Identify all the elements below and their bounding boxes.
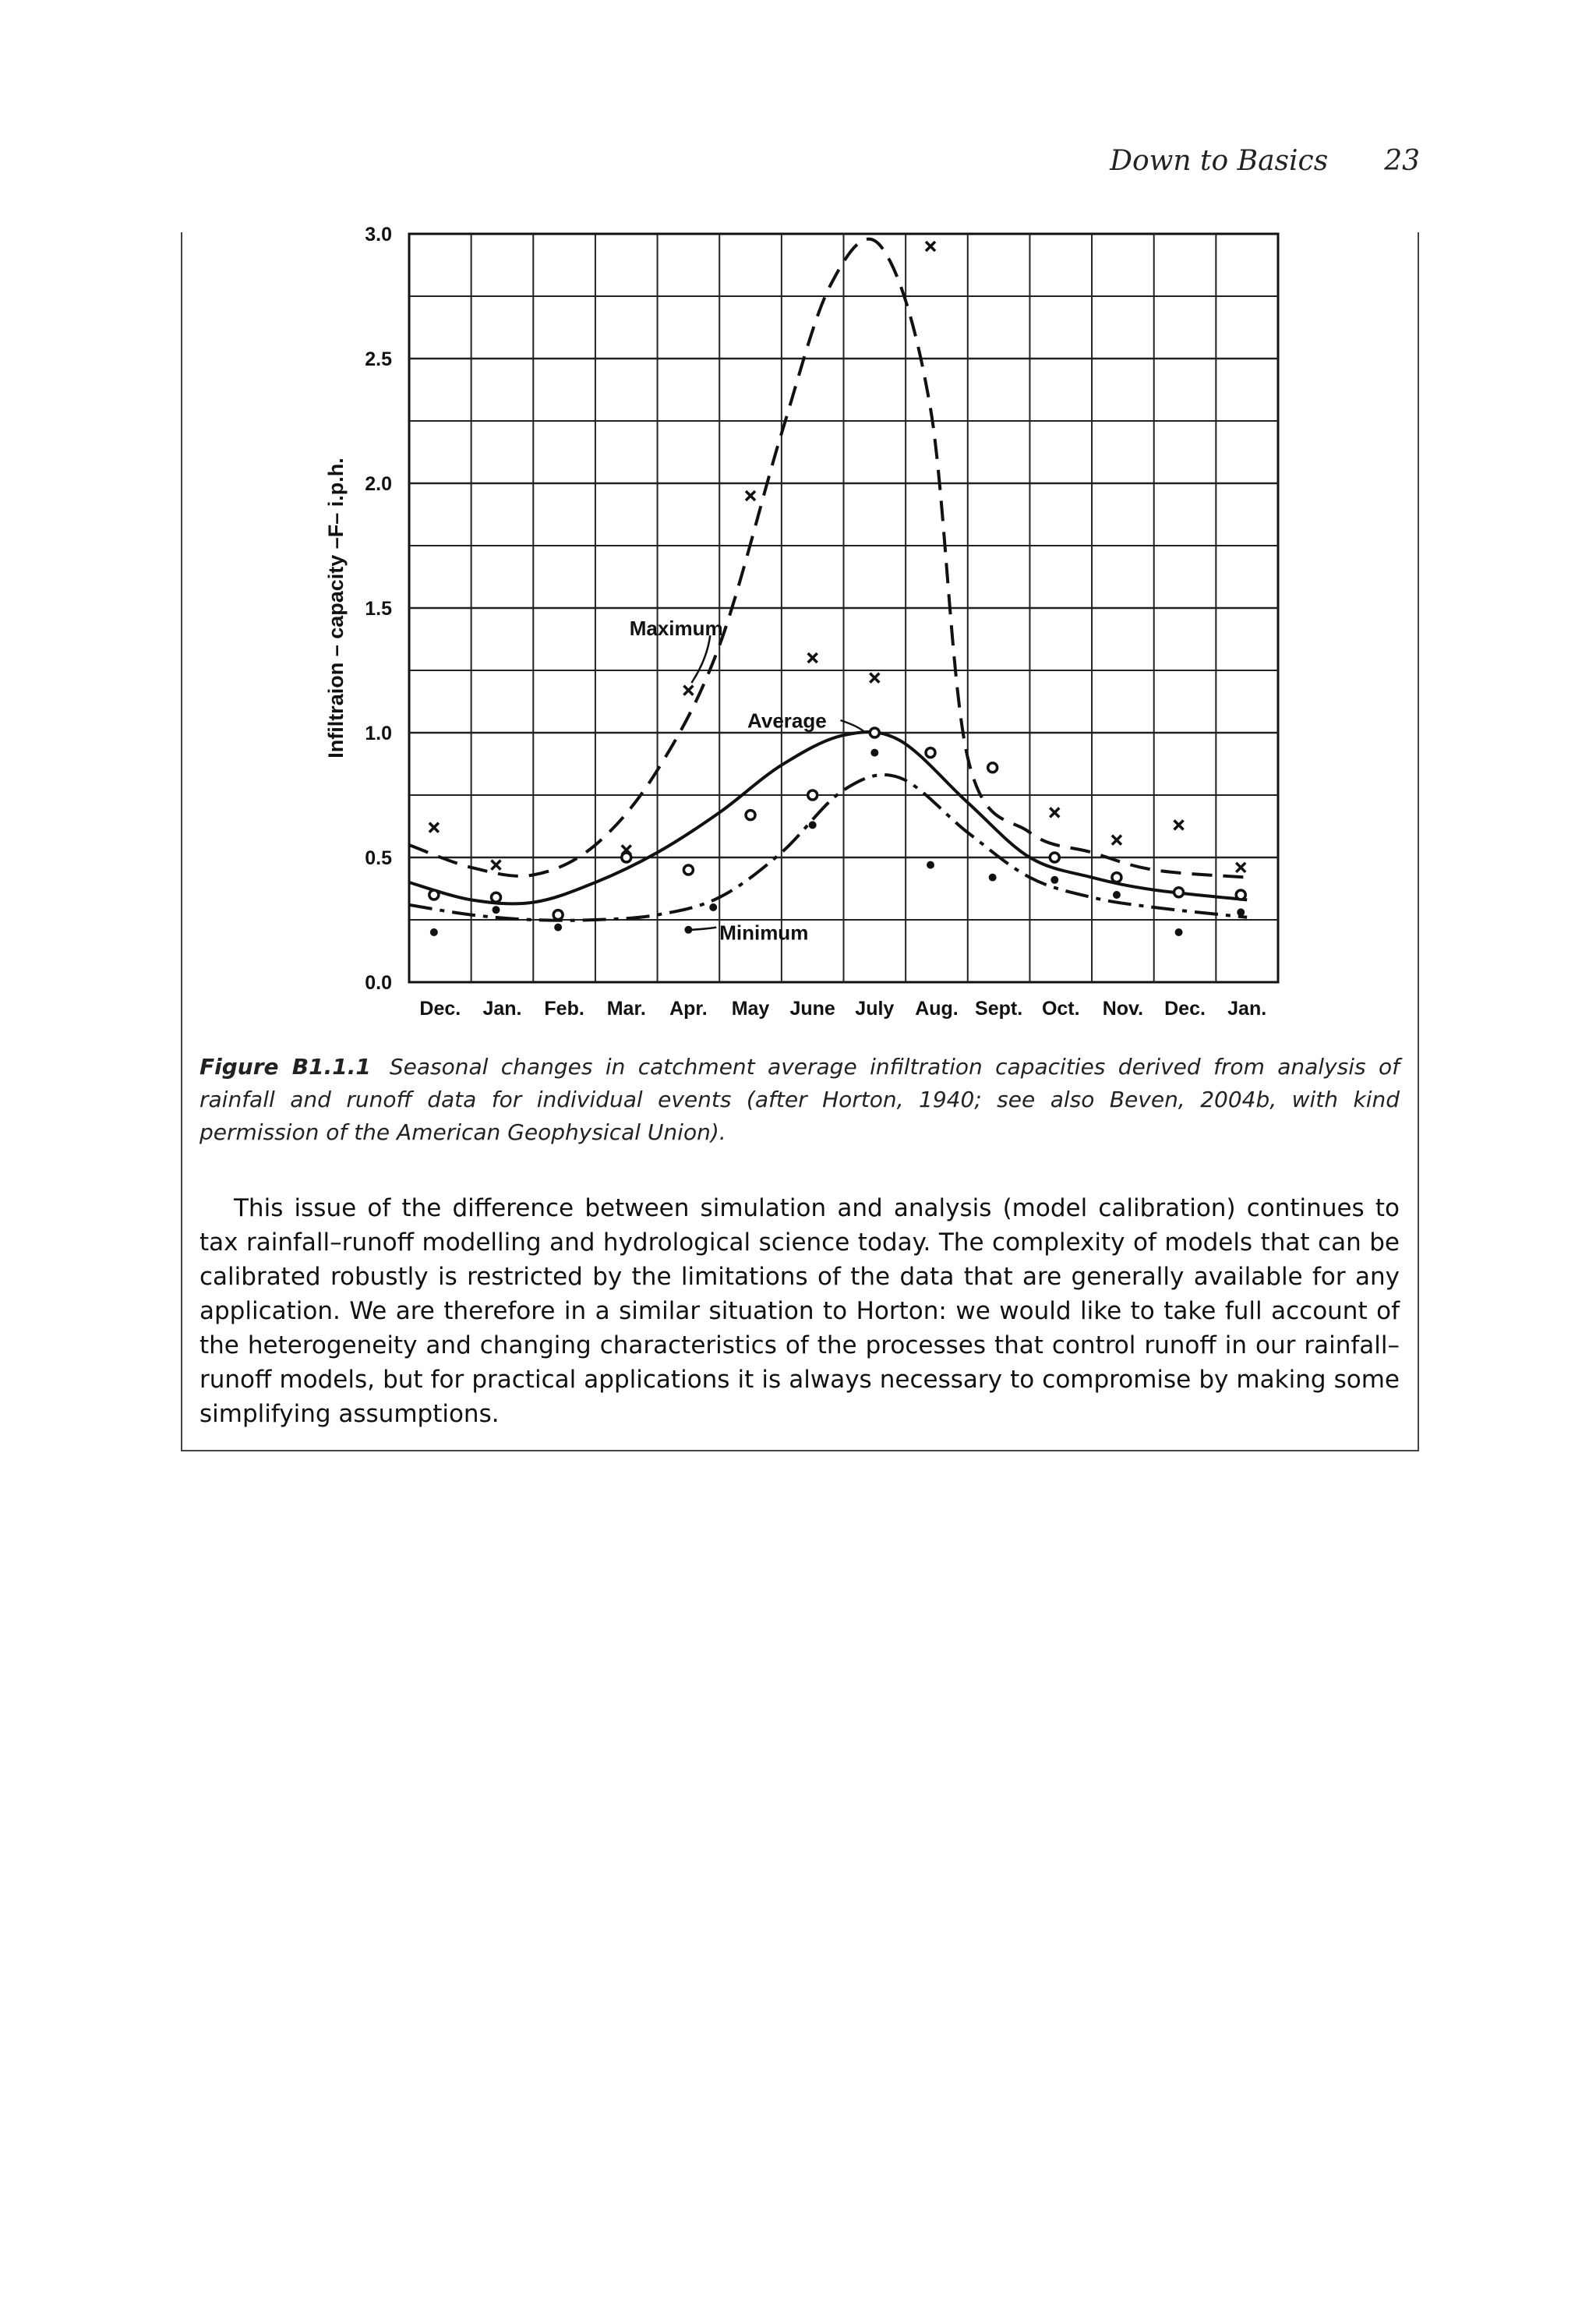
- point-average: [492, 893, 501, 902]
- annotation-average: Average: [747, 709, 827, 733]
- infiltration-chart: [312, 210, 1294, 1037]
- annotation-maximum: Maximum: [629, 617, 723, 641]
- page-header: [1110, 145, 1420, 177]
- x-tick-label: June: [789, 998, 835, 1020]
- x-tick-label: Mar.: [606, 998, 646, 1020]
- point-maximum: [1112, 836, 1121, 845]
- point-maximum: [1174, 820, 1184, 829]
- y-tick-label: 0.5: [365, 847, 392, 869]
- x-tick-label: July: [855, 998, 895, 1020]
- annotation-leader: [691, 635, 710, 683]
- point-minimum: [1113, 891, 1121, 899]
- point-maximum: [1236, 863, 1245, 872]
- chart-annotations: [630, 617, 866, 944]
- point-minimum: [870, 749, 878, 757]
- body-paragraph: This issue of the difference between simulation and analysis (model calibration) continues to tax rainfall–runoff modelling and hydrological science today. The complexity of models that can be calibrated robustly is restricted by the limitations of the data that are generally available for any application. We are therefore in a similar situation to Horton: we would like to take full account of the heterogeneity and changing characteristics of the processes that control runoff in our rainfall–runoff models, but for practical applications it is always necessary to compromise by making some simplifying assumptions.: [200, 1194, 1400, 1428]
- y-tick-label: 3.0: [365, 224, 392, 246]
- point-minimum: [1175, 928, 1183, 936]
- figure-label: Figure B1.1.1: [200, 1054, 371, 1080]
- point-average: [870, 728, 879, 737]
- series-line-minimum: [409, 775, 1247, 921]
- page-number: 23: [1384, 145, 1420, 177]
- point-minimum: [989, 874, 997, 882]
- y-tick-label: 1.5: [365, 598, 392, 620]
- y-tick-label: 0.0: [365, 972, 392, 994]
- point-minimum: [1050, 876, 1058, 884]
- point-maximum: [808, 653, 817, 663]
- point-maximum: [926, 242, 935, 251]
- point-average: [746, 811, 755, 820]
- point-minimum: [430, 928, 438, 936]
- point-minimum: [684, 926, 692, 934]
- point-average: [622, 853, 631, 862]
- point-maximum: [1050, 808, 1059, 817]
- y-axis-label: Infiltraion – capacity –F– i.p.h.: [324, 458, 348, 758]
- annotation-leader: [691, 928, 716, 930]
- point-average: [429, 890, 439, 900]
- x-tick-label: Jan.: [482, 998, 522, 1020]
- point-maximum: [429, 823, 439, 833]
- x-tick-label: Sept.: [975, 998, 1023, 1020]
- x-tick-label: Dec.: [419, 998, 461, 1020]
- x-tick-label: Jan.: [1227, 998, 1267, 1020]
- y-tick-label: 2.0: [365, 473, 392, 495]
- x-tick-label: Apr.: [669, 998, 708, 1020]
- point-average: [1112, 873, 1121, 882]
- point-average: [553, 910, 563, 920]
- point-maximum: [683, 686, 693, 695]
- running-title: Down to Basics: [1110, 145, 1329, 177]
- x-tick-label: Dec.: [1164, 998, 1206, 1020]
- point-maximum: [492, 861, 501, 870]
- point-maximum: [870, 673, 879, 683]
- point-average: [1174, 888, 1184, 897]
- x-tick-label: Aug.: [915, 998, 959, 1020]
- point-average: [1050, 853, 1059, 862]
- point-minimum: [554, 924, 562, 931]
- point-maximum: [746, 491, 755, 500]
- point-average: [683, 865, 693, 875]
- x-tick-label: Nov.: [1102, 998, 1144, 1020]
- y-tick-label: 1.0: [365, 723, 392, 744]
- point-average: [988, 763, 998, 772]
- figure-caption: [200, 1051, 1400, 1149]
- series-line-maximum: [409, 239, 1247, 878]
- point-minimum: [927, 861, 934, 869]
- chart-series: [409, 239, 1247, 921]
- annotation-minimum: Minimum: [719, 921, 809, 945]
- x-tick-label: Feb.: [544, 998, 584, 1020]
- point-average: [808, 790, 817, 800]
- point-minimum: [493, 906, 500, 914]
- x-tick-label: May: [731, 998, 770, 1020]
- point-average: [1236, 890, 1245, 900]
- point-average: [926, 748, 935, 758]
- x-tick-label: Oct.: [1041, 998, 1080, 1020]
- figure-caption-text: Seasonal changes in catchment average infiltration capacities derived from analysis of rainfall and runoff data for individual events (after Horton, 1940; see also Beven, 2004b, with kind permission of the American Geophysical Union).: [200, 1054, 1400, 1145]
- point-minimum: [709, 903, 717, 911]
- point-minimum: [1237, 908, 1245, 916]
- y-tick-label: 2.5: [365, 348, 392, 370]
- point-minimum: [809, 821, 817, 829]
- chart-points: [429, 242, 1245, 936]
